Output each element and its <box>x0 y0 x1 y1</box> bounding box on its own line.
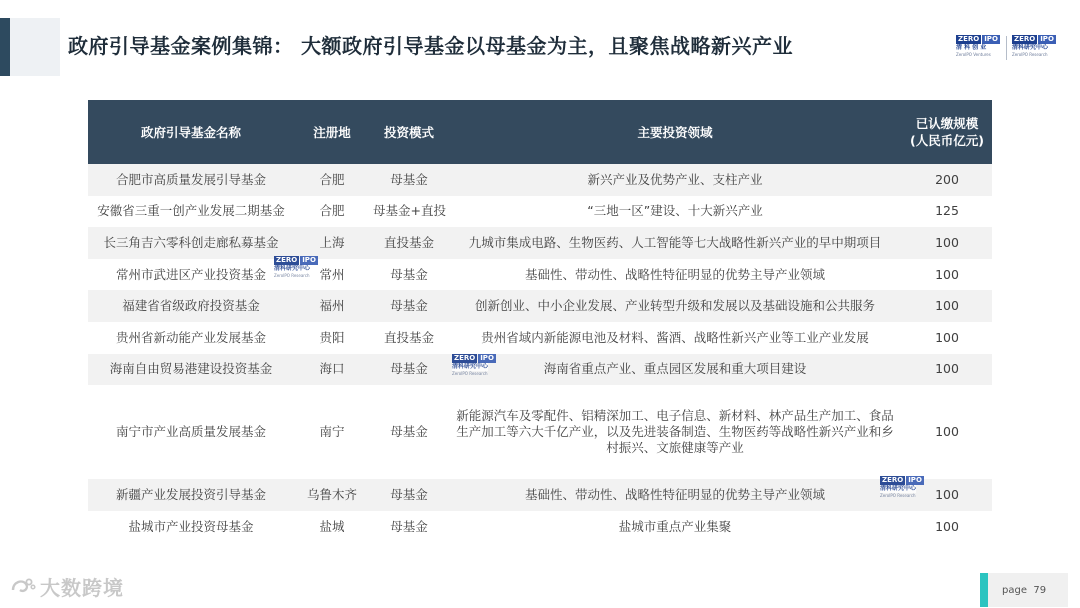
table-header-row <box>88 100 992 164</box>
cell-location: 海口 <box>294 354 370 386</box>
guidance-fund-table <box>88 100 992 542</box>
cell-mode: 直投基金 <box>383 329 434 345</box>
header-field: 主要投资领域 <box>448 100 902 164</box>
table-row <box>88 259 992 291</box>
cell-mode: 母基金 <box>390 266 428 282</box>
cell-location: 南宁 <box>319 424 345 440</box>
table-row <box>88 227 992 259</box>
cell-location: 福州 <box>294 290 370 322</box>
cell-location: 上海 <box>294 227 370 259</box>
header-scale: 已认缴规模 (人民币亿元) <box>902 100 992 164</box>
cell-fund-name: 盐城市产业投资母基金 <box>128 518 254 534</box>
cell-fund-name: 福建省省级政府投资基金 <box>88 290 294 322</box>
cell-mode: 母基金 <box>370 290 448 322</box>
cell-location: 盐城 <box>319 518 345 534</box>
cell-mode: 母基金+直投 <box>373 203 446 219</box>
cell-scale: 100 <box>902 290 992 322</box>
header-location: 注册地 <box>294 100 370 164</box>
zeroipo-watermark: ZERO IPO 清科研究中心 ZeroIPO Research <box>452 354 494 376</box>
cell-location: 乌鲁木齐 <box>294 479 370 511</box>
cell-location: 贵阳 <box>319 329 345 345</box>
cell-location: 合肥 <box>294 164 370 196</box>
table-row <box>88 290 992 322</box>
logo-divider <box>1006 36 1007 60</box>
cell-scale: 200 <box>902 164 992 196</box>
cell-location: 合肥 <box>319 203 345 219</box>
cell-fund-name: 长三角吉六零科创走廊私募基金 <box>88 227 294 259</box>
cell-mode: 母基金 <box>390 518 428 534</box>
cell-field: 贵州省域内新能源电池及材料、酱酒、战略性新兴产业等工业产业发展 <box>481 329 869 345</box>
title-accent-bar <box>0 18 10 76</box>
cell-field: 创新创业、中小企业发展、产业转型升级和发展以及基础设施和公共服务 <box>448 290 902 322</box>
cell-fund-name: 新疆产业发展投资引导基金 <box>88 479 294 511</box>
cell-field: 新能源汽车及零配件、铝精深加工、电子信息、新材料、林产品生产加工、食品生产加工等六大千亿产业，以及先进装备制造、生物医药等战略性新兴产业和乡村振兴、文旅健康等产业 <box>456 408 894 456</box>
page-number-accent <box>980 573 988 607</box>
cell-mode: 母基金 <box>370 354 448 386</box>
cell-scale: 100 <box>935 518 959 534</box>
cell-scale: 100 <box>902 479 992 511</box>
cell-mode: 直投基金 <box>370 227 448 259</box>
cell-field: 新兴产业及优势产业、支柱产业 <box>448 164 902 196</box>
cell-location: 常州 <box>319 266 345 282</box>
cell-field: “三地一区”建设、十大新兴产业 <box>587 203 763 219</box>
cell-mode: 母基金 <box>370 164 448 196</box>
cell-scale: 100 <box>935 329 959 345</box>
cell-fund-name: 贵州省新动能产业发展基金 <box>115 329 266 345</box>
page-title: 政府引导基金案例集锦： 大额政府引导基金以母基金为主，且聚焦战略新兴产业 <box>68 34 793 58</box>
table-row <box>88 479 992 511</box>
cell-mode: 母基金 <box>370 479 448 511</box>
title-accent-panel <box>10 18 60 76</box>
cell-scale: 100 <box>935 424 959 440</box>
cell-scale: 100 <box>935 266 959 282</box>
cell-fund-name: 海南自由贸易港建设投资基金 <box>88 354 294 386</box>
cell-field: 海南省重点产业、重点园区发展和重大项目建设 <box>448 354 902 386</box>
zeroipo-ventures-logo: ZERO IPO 清 科 创 业 ZeroIPO Ventures <box>956 35 998 57</box>
table-row <box>88 164 992 196</box>
table-row <box>88 196 992 228</box>
cell-fund-name: 南宁市产业高质量发展基金 <box>115 424 266 440</box>
cell-fund-name: 安徽省三重一创产业发展二期基金 <box>97 203 285 219</box>
cell-fund-name: 常州市武进区产业投资基金 <box>115 266 266 282</box>
brand-name: 大数跨境 <box>40 576 124 600</box>
cell-field: 基础性、带动性、战略性特征明显的优势主导产业领域 <box>448 479 902 511</box>
brand-logo <box>10 572 124 601</box>
cell-field: 基础性、带动性、战略性特征明显的优势主导产业领域 <box>524 266 825 282</box>
zeroipo-watermark: ZERO IPO 清科研究中心 ZeroIPO Research <box>880 476 922 498</box>
cell-fund-name: 合肥市高质量发展引导基金 <box>88 164 294 196</box>
swirl-icon <box>10 576 36 598</box>
header-mode: 投资模式 <box>370 100 448 164</box>
cell-scale: 100 <box>902 354 992 386</box>
zeroipo-research-logo: ZERO IPO 清科研究中心 ZeroIPO Research <box>1012 35 1054 57</box>
table-row <box>88 322 992 354</box>
table-row <box>88 354 992 386</box>
cell-scale: 100 <box>902 227 992 259</box>
page-number: page 79 <box>1002 585 1047 596</box>
header-fund-name: 政府引导基金名称 <box>88 100 294 164</box>
table-row <box>88 511 992 543</box>
cell-scale: 125 <box>935 203 959 219</box>
table-row <box>88 385 992 479</box>
cell-field: 盐城市重点产业集聚 <box>618 518 732 534</box>
zeroipo-watermark: ZERO IPO 清科研究中心 ZeroIPO Research <box>274 256 316 278</box>
cell-field: 九城市集成电路、生物医药、人工智能等七大战略性新兴产业的早中期项目 <box>448 227 902 259</box>
cell-mode: 母基金 <box>390 424 428 440</box>
